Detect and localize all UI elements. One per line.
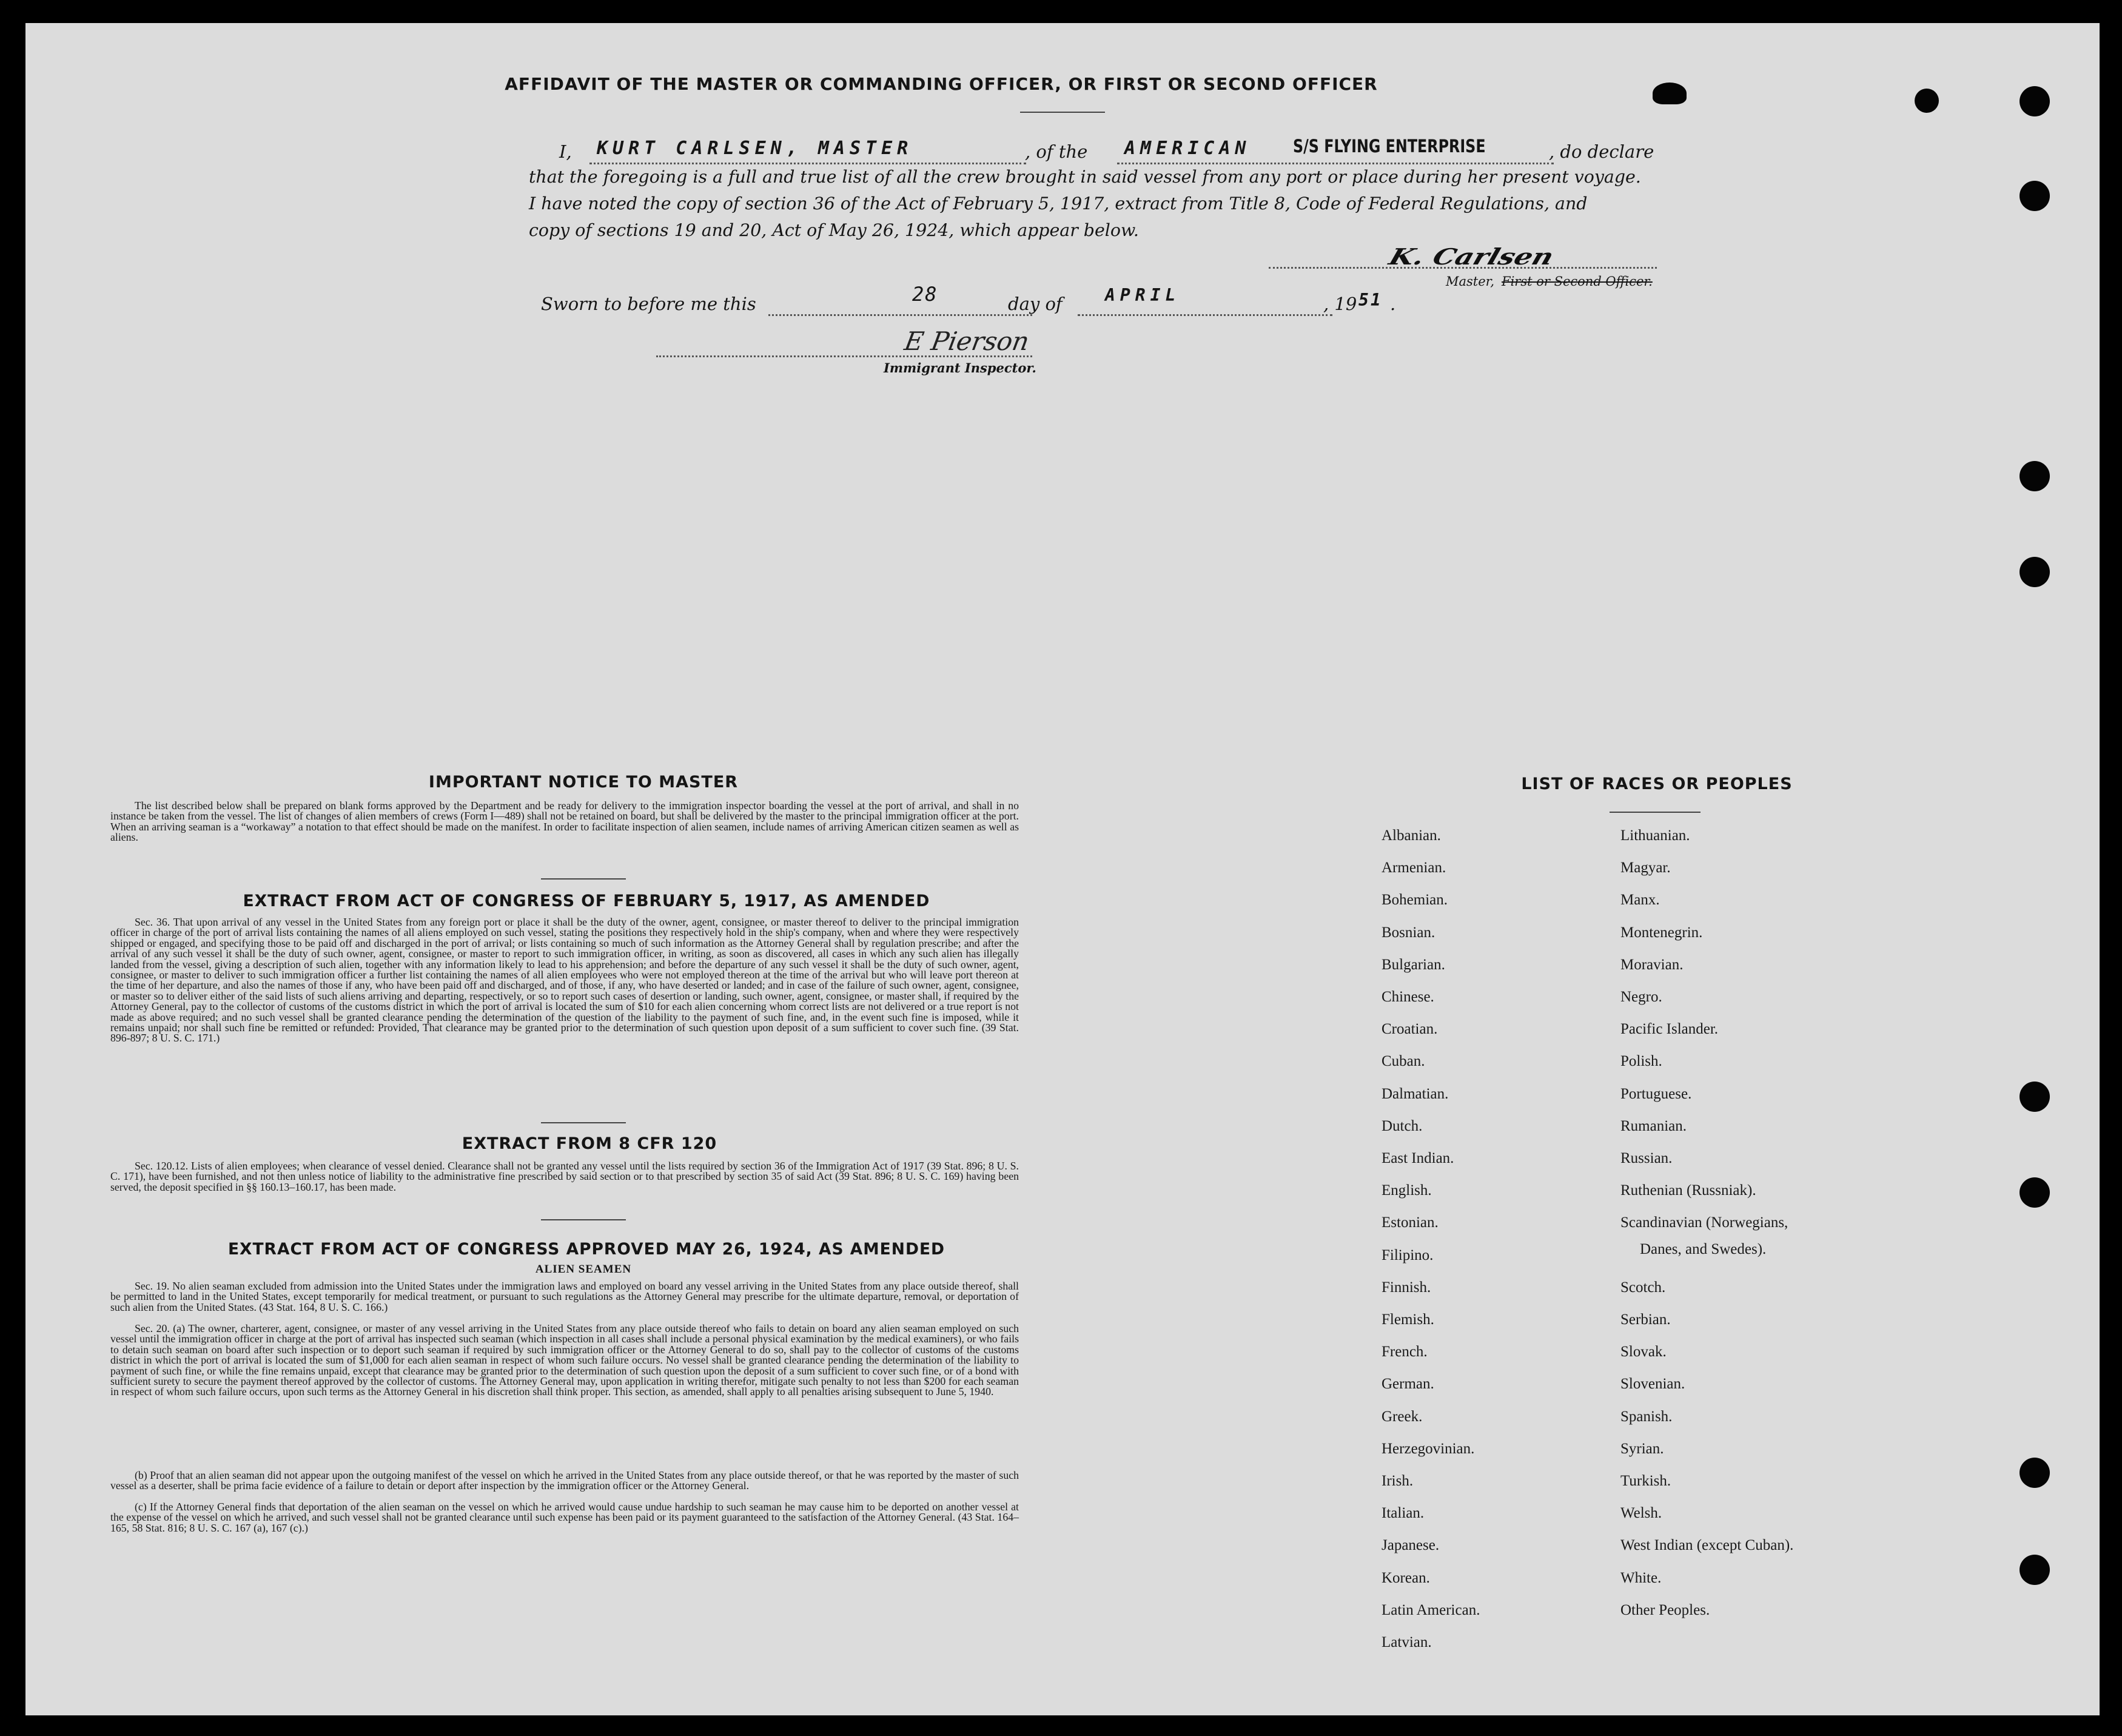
alien-seamen-subheading: ALIEN SEAMEN	[535, 1263, 632, 1276]
race-item: Dutch.	[1382, 1118, 1423, 1134]
race-item: French.	[1382, 1344, 1428, 1360]
month-line	[1078, 314, 1332, 316]
sec-20a-text: Sec. 20. (a) The owner, charterer, agent, consignee, or master of any vessel arriving in the United States from any place outside thereof who fails to detain on board any alien seaman employed on such vessel until the immigration officer in charge at the port of arrival has inspected such seaman (which inspection in all cases shall include a personal physical examination by the medical examiners), or who fails to detain such seaman on board after such inspection or to deport such seaman if required by such immigration officer or the Attorney General to do so, shall pay to the collector of customs of the customs district in which the port of arrival is located the sum of $1,000 for each alien seaman in respect of whom such failure occurs. No vessel shall be granted clearance pending the determination of the liability to payment of such fine, or while the fine remains unpaid, except that clearance may be granted prior to the determination of such question upon the deposit of a sum sufficient to cover such fine, or of a bond with sufficient surety to secure the payment thereof approved by the collector of customs. The Attorney General may, upon application in writing therefor, mitigate such penalty to not less than $200 for each seaman in respect of whom such failure occurs, upon such terms as the Attorney General in his discretion shall think proper. This section, as amended, shall apply to all penalties arising subsequent to June 5, 1940.	[110, 1322, 1019, 1398]
race-item: Latin American.	[1382, 1602, 1480, 1618]
race-item: Armenian.	[1382, 860, 1446, 876]
race-item: Slovak.	[1620, 1344, 1667, 1360]
race-item: Rumanian.	[1620, 1118, 1687, 1134]
extract-cfr-heading: EXTRACT FROM 8 CFR 120	[462, 1134, 717, 1153]
race-item: Bohemian.	[1382, 892, 1448, 908]
race-item: Welsh.	[1620, 1505, 1662, 1521]
race-item: Estonian.	[1382, 1214, 1439, 1231]
race-item: Negro.	[1620, 989, 1662, 1005]
master-signature: K. Carlsen	[1385, 243, 1557, 270]
race-item: Manx.	[1620, 892, 1660, 908]
race-item: Bosnian.	[1382, 924, 1435, 941]
affidavit-line-4: copy of sections 19 and 20, Act of May 26, 1924, which appear below.	[529, 220, 1139, 240]
race-item: Herzegovinian.	[1382, 1441, 1475, 1457]
affidavit-line-3: I have noted the copy of section 36 of the Act of February 5, 1917, extract from Title 8, Code of Federal Regulations, and	[529, 193, 1588, 214]
punch-hole	[1915, 89, 1939, 113]
race-item: Flemish.	[1382, 1311, 1434, 1328]
name-line	[589, 163, 1026, 164]
race-item: Scotch.	[1620, 1279, 1666, 1296]
race-item: Scandinavian (Norwegians,	[1620, 1214, 1788, 1231]
race-item: Croatian.	[1382, 1021, 1438, 1037]
punch-hole	[2020, 461, 2050, 491]
master-name-field: KURT CARLSEN, MASTER	[597, 138, 913, 159]
race-item: Syrian.	[1620, 1441, 1664, 1457]
punch-hole	[2020, 86, 2050, 116]
day-line	[768, 314, 1032, 316]
races-rule	[1610, 812, 1701, 813]
sworn-year-field: 51	[1358, 290, 1383, 310]
document-sheet	[25, 23, 2100, 1715]
race-item: Greek.	[1382, 1408, 1423, 1425]
race-item: Other Peoples.	[1620, 1602, 1710, 1618]
extract-1917-text: Sec. 36. That upon arrival of any vessel in the United States from any foreign port or place it shall be the duty of the owner, agent, consignee, or master thereof to deliver to the principal immigration officer in charge of the port of arrival lists containing the names of all aliens employed on such vessel, stating the positions they respectively hold in the ship's company, when and where they were respectively shipped or engaged, and specifying those to be paid off and discharged in the port of arrival; or lists containing so much of such information as the Attorney General shall by regulation prescribe; and after the arrival of any such vessel it shall be the duty of such owner, agent, consignee, or master to report to such immigration officer, in writing, as soon as discovered, all cases in which any such alien has illegally landed from the vessel, giving a description of such alien, together with any information likely to lead to his apprehension; and before the departure of any such vessel it shall be the duty of such owner, agent, consignee, or master to deliver to such immigration officer a further list containing the names of all alien employees who were not employed thereon at the time of the arrival but who will leave port thereon at the time of her departure, and also the names of those if any, who have been paid off and discharged, and of those, if any, who have deserted or landed; and in case of the failure of such owner, agent, consignee, or master so to deliver either of the said lists of such aliens arriving and departing, respectively, or so to report such cases of desertion or landing, such owner, agent, consignee, or master shall, if required by the Attorney General, pay to the collector of customs of the customs district in which the port of arrival is located the sum of $10 for each alien concerning whom correct lists are not delivered or a true report is not made as above required; and no such vessel shall be granted clearance pending the determination of the question of the liability to the payment of such fine, and, in the event such fine is imposed, while it remains unpaid; nor shall such fine be remitted or refunded: Provided, That clearance may be granted prior to the determination of such question upon deposit of a sum sufficient to cover such fine. (39 Stat. 896-897; 8 U. S. C. 171.)	[110, 916, 1019, 1045]
race-item: Dalmatian.	[1382, 1086, 1449, 1102]
year-prefix: , 19	[1323, 294, 1357, 314]
race-item: Chinese.	[1382, 989, 1434, 1005]
race-item: Bulgarian.	[1382, 957, 1445, 973]
nationality-field: AMERICAN	[1124, 138, 1251, 159]
punch-hole	[2020, 1082, 2050, 1112]
race-item: English.	[1382, 1182, 1432, 1199]
punch-hole	[2020, 181, 2050, 211]
sec-20c-text: (c) If the Attorney General finds that deportation of the alien seaman on the vessel on which he arrived would cause undue hardship to such seaman he may cause him to be deported on another vessel at the expense of the vessel on which he arrived, and such vessel shall not be granted clearance until such expense has been paid or its payment guaranteed to the satisfaction of the Attorney General. (43 Stat. 164–165, 58 Stat. 816; 8 U. S. C. 167 (a), 167 (c).)	[110, 1501, 1019, 1534]
punch-hole	[1653, 82, 1687, 104]
race-item: Italian.	[1382, 1505, 1425, 1521]
race-item: Magyar.	[1620, 860, 1671, 876]
race-item: Finnish.	[1382, 1279, 1431, 1296]
title-rule	[1020, 112, 1105, 113]
inspector-label: Immigrant Inspector.	[884, 360, 1036, 375]
race-item-continuation: Danes, and Swedes).	[1640, 1241, 1767, 1257]
race-item: Moravian.	[1620, 957, 1684, 973]
extract-cfr-rule	[541, 1219, 626, 1220]
punch-hole	[2020, 557, 2050, 587]
races-heading: LIST OF RACES OR PEOPLES	[1521, 775, 1793, 793]
notice-heading: IMPORTANT NOTICE TO MASTER	[428, 773, 739, 792]
do-declare-label: , do declare	[1549, 141, 1654, 162]
sworn-label: Sworn to before me this	[541, 294, 756, 314]
race-item: Polish.	[1620, 1053, 1662, 1069]
race-item: Serbian.	[1620, 1311, 1671, 1328]
sworn-month-field: APRIL	[1105, 285, 1181, 305]
punch-hole	[2020, 1177, 2050, 1208]
race-item: West Indian (except Cuban).	[1620, 1537, 1794, 1553]
race-item: Lithuanian.	[1620, 827, 1690, 844]
extract-1917-heading: EXTRACT FROM ACT OF CONGRESS OF FEBRUARY 5, 1917, AS AMENDED	[243, 892, 930, 910]
race-item: Albanian.	[1382, 827, 1441, 844]
year-suffix: .	[1390, 294, 1396, 314]
race-item: Korean.	[1382, 1570, 1430, 1586]
race-item: Latvian.	[1382, 1634, 1432, 1650]
race-item: Irish.	[1382, 1473, 1414, 1489]
punch-hole	[2020, 1458, 2050, 1488]
race-item: Slovenian.	[1620, 1376, 1685, 1392]
vessel-name-field: S/S FLYING ENTERPRISE	[1293, 136, 1486, 156]
race-item: Pacific Islander.	[1620, 1021, 1719, 1037]
notice-rule	[541, 878, 626, 880]
race-item: Spanish.	[1620, 1408, 1673, 1425]
race-item: Turkish.	[1620, 1473, 1671, 1489]
race-item: Cuban.	[1382, 1053, 1425, 1069]
nationality-line	[1117, 163, 1554, 164]
race-item: Ruthenian (Russniak).	[1620, 1182, 1756, 1199]
race-item: Montenegrin.	[1620, 924, 1703, 941]
race-item: Japanese.	[1382, 1537, 1440, 1553]
affidavit-title: AFFIDAVIT OF THE MASTER OR COMMANDING OFFICER, OR FIRST OR SECOND OFFICER	[505, 74, 1378, 94]
extract-cfr-text: Sec. 120.12. Lists of alien employees; when clearance of vessel denied. Clearance shall not be granted any vessel until the lists required by section 36 of the Immigration Act of 1917 (39 Stat. 896; 8 U. S. C. 171), have been furnished, and not then unless notice of liability to the administrative fine prescribed by said section or to that prescribed by section 35 of said Act (39 Stat. 896; 8 U. S. C. 169) having been served, the deposit specified in §§ 160.13–160.17, has been made.	[110, 1160, 1019, 1193]
sec-19-text: Sec. 19. No alien seaman excluded from admission into the United States under the immigration laws and employed on board any vessel arriving in the United States from any place outside thereof, shall be permitted to land in the United States, except temporarily for medical treatment, or pursuant to such regulations as the Attorney General may prescribe for the ultimate departure, removal, or deportation of such alien from the United States. (43 Stat. 164, 8 U. S. C. 166.)	[110, 1280, 1019, 1313]
race-item: Portuguese.	[1620, 1086, 1692, 1102]
race-item: German.	[1382, 1376, 1434, 1392]
extract-1917-rule	[541, 1122, 626, 1123]
master-label: Master,	[1446, 274, 1495, 289]
affidavit-i-label: I,	[559, 141, 572, 162]
race-item: East Indian.	[1382, 1150, 1454, 1166]
day-of-label: day of	[1008, 294, 1063, 314]
extract-1924-heading: EXTRACT FROM ACT OF CONGRESS APPROVED MAY 26, 1924, AS AMENDED	[227, 1240, 945, 1259]
punch-hole	[2020, 1555, 2050, 1585]
race-item: Russian.	[1620, 1150, 1673, 1166]
affidavit-line-2: that the foregoing is a full and true list of all the crew brought in said vessel from any port or place during her present voyage.	[529, 167, 1641, 187]
of-the-label: , of the	[1025, 141, 1088, 162]
sworn-day-field: 28	[912, 283, 938, 306]
notice-text: The list described below shall be prepared on blank forms approved by the Department and be ready for delivery to the immigration inspector boarding the vessel at the port of arrival, and shall in no instance be taken from the vessel. The list of changes of alien members of crews (Form I—489) shall not be retained on board, but shall be delivered by the master to the principal immigration officer at the port. When an arriving seaman is a “workaway” a notation to that effect should be made on the manifest. In order to facilitate inspection of alien seamen, include names of arriving American citizen seamen as well as aliens.	[110, 799, 1019, 844]
officer-label-struck: First or Second Officer.	[1502, 274, 1653, 289]
sec-20b-text: (b) Proof that an alien seaman did not appear upon the outgoing manifest of the vessel on which he arrived in the United States from any place outside thereof, or that he was reported by the master of such vessel as a deserter, shall be prima facie evidence of a failure to detain or deport after inspection by the immigration officer or the Attorney General.	[110, 1469, 1019, 1492]
race-item: White.	[1620, 1570, 1662, 1586]
inspector-signature: E Pierson	[902, 326, 1032, 356]
race-item: Filipino.	[1382, 1247, 1434, 1263]
